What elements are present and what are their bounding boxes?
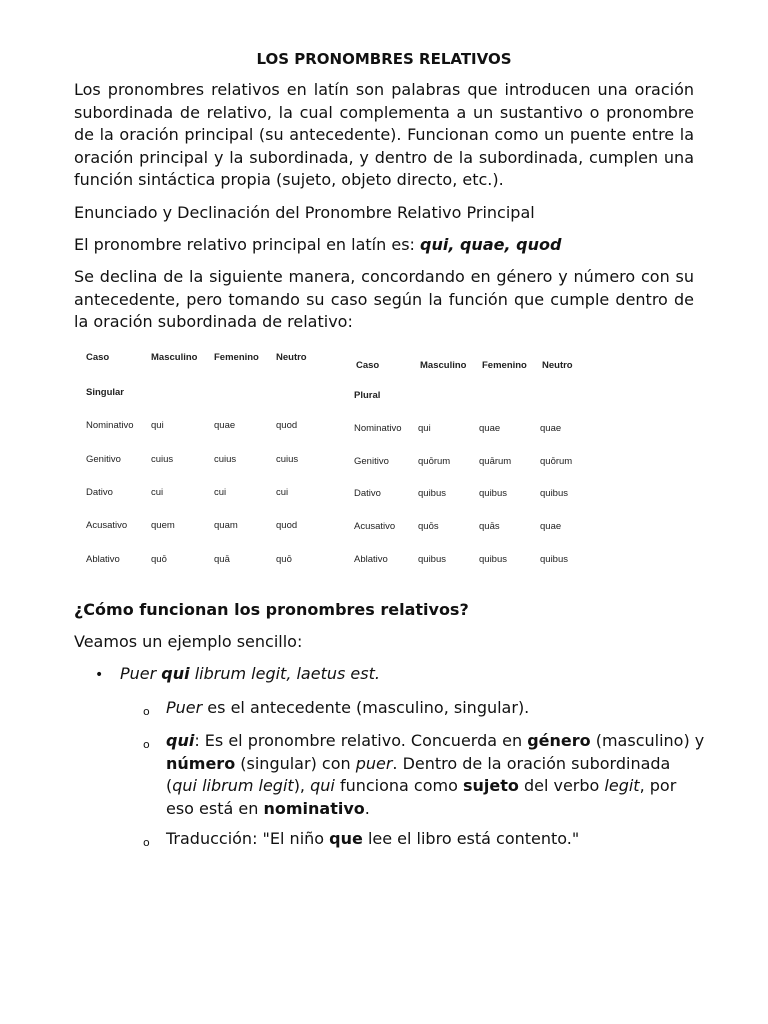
table-cell: quam — [214, 520, 238, 531]
table-cell: quōrum — [418, 456, 451, 467]
table-cell: quae — [479, 423, 501, 434]
table-cell: cuius — [151, 454, 174, 465]
table-cell: quō — [276, 554, 292, 565]
example-pre: Puer — [120, 664, 162, 683]
table-cell: cuius — [276, 454, 299, 465]
table-cell: quibus — [418, 554, 446, 565]
bullet-marker: • — [95, 667, 104, 683]
s2-text: (masculino) y — [590, 731, 705, 750]
table-cell: quae — [540, 423, 562, 434]
s2-genero: género — [527, 731, 591, 750]
s2-text: ), — [293, 776, 311, 795]
s2-text: del verbo — [518, 776, 605, 795]
s2-legit: legit — [604, 776, 640, 795]
s2-text: , por eso está en — [166, 776, 677, 818]
table-cell: cui — [151, 487, 164, 498]
table-header-femenino: Femenino — [482, 360, 527, 371]
table-cell: quod — [276, 420, 298, 431]
table-cell: quās — [479, 521, 500, 532]
table-cell: quae — [540, 521, 562, 532]
table-cell: Ablativo — [354, 554, 388, 565]
principal-prefix: El pronombre relativo principal en latín es: — [74, 235, 420, 254]
s2-text: funciona como — [334, 776, 463, 795]
s2-text: (singular) con — [235, 753, 356, 773]
s2-clause: qui librum legit — [172, 776, 294, 795]
table-cell: quod — [276, 520, 298, 531]
table-cell: quō — [151, 554, 167, 565]
table-group-label: Singular — [86, 387, 125, 398]
table-cell: Acusativo — [86, 520, 128, 531]
declension-paragraph: Se declina de la siguiente manera, concordando en género y número con su antecedente, pero tomando su caso según la función que cumple dentro de la oración subordinada de relativo: — [74, 267, 694, 331]
s2-qui: qui — [166, 731, 195, 750]
table-cell: cui — [276, 487, 289, 498]
table-cell: Genitivo — [86, 454, 121, 465]
table-cell: quem — [151, 520, 175, 531]
sub-item-traduccion — [166, 828, 706, 851]
principal-forms: qui, quae, quod — [420, 235, 562, 254]
s2-text: . — [364, 798, 370, 818]
sub-bullet-marker: o — [143, 738, 150, 751]
table-group-label: Plural — [354, 390, 381, 401]
s2-nominativo: nominativo — [263, 798, 365, 818]
table-cell: quārum — [479, 456, 512, 467]
s3-post: lee el libro está contento." — [362, 829, 580, 848]
table-cell: qui — [418, 423, 431, 434]
table-cell: Nominativo — [354, 423, 402, 434]
question-heading: ¿Cómo funcionan los pronombres relativos? — [74, 600, 469, 619]
table-cell: Genitivo — [354, 456, 389, 467]
table-cell: quibus — [540, 488, 568, 499]
table-header-masculino: Masculino — [420, 360, 467, 371]
table-cell: quibus — [479, 488, 507, 499]
intro-paragraph: Los pronombres relativos en latín son palabras que introducen una oración subordinada de relativo, la cual complementa a un sustantivo o pronombre de la oración principal (su antecedente). Funcionan como un puente entre la oración principal y la subordinada, y dentro de la subordinada, cumplen una función sintáctica propia (sujeto, objeto directo, etc.). — [74, 80, 694, 189]
table-cell: quā — [214, 554, 230, 565]
table-cell: Nominativo — [86, 420, 134, 431]
s2-numero: número — [166, 753, 236, 773]
table-header-caso: Caso — [86, 352, 110, 363]
example-post: librum legit, laetus est. — [189, 664, 380, 683]
s2-qui: qui — [310, 776, 335, 795]
sub1-italic: Puer — [166, 698, 203, 717]
s2-sujeto: sujeto — [462, 776, 519, 795]
sub1-text: es el antecedente (masculino, singular). — [202, 698, 530, 717]
s2-text: . Dentro de la oración subordinada ( — [166, 753, 671, 795]
table-header-neutro: Neutro — [276, 352, 307, 363]
table-header-masculino: Masculino — [151, 352, 198, 363]
example-intro: Veamos un ejemplo sencillo: — [74, 632, 303, 651]
table-cell: quibus — [540, 554, 568, 565]
table-cell: cui — [214, 487, 227, 498]
table-header-caso: Caso — [356, 360, 380, 371]
table-cell: quibus — [479, 554, 507, 565]
s3-que: que — [329, 829, 363, 848]
table-cell: Dativo — [354, 488, 381, 499]
s3-pre: Traducción: "El niño — [166, 829, 330, 848]
table-cell: cuius — [214, 454, 237, 465]
table-cell: Acusativo — [354, 521, 396, 532]
table-cell: quibus — [418, 488, 446, 499]
section-heading-enunciado: Enunciado y Declinación del Pronombre Relativo Principal — [74, 203, 535, 222]
table-cell: qui — [151, 420, 164, 431]
table-header-femenino: Femenino — [214, 352, 259, 363]
sub-bullet-marker: o — [143, 705, 150, 718]
principal-paragraph — [74, 234, 694, 257]
table-cell: Dativo — [86, 487, 113, 498]
table-cell: Ablativo — [86, 554, 120, 565]
table-cell: quōrum — [540, 456, 573, 467]
s2-puer: puer — [355, 753, 393, 773]
table-cell: quae — [214, 420, 236, 431]
example-relative: qui — [161, 664, 190, 683]
sub-bullet-marker: o — [143, 836, 150, 849]
example-sentence — [120, 664, 380, 683]
table-header-neutro: Neutro — [542, 360, 573, 371]
sub-item-antecedente — [166, 697, 706, 720]
s2-text: : Es el pronombre relativo. Concuerda en — [194, 731, 528, 750]
sub-item-explicacion — [166, 730, 706, 820]
page-title: LOS PRONOMBRES RELATIVOS — [256, 50, 512, 68]
table-cell: quōs — [418, 521, 439, 532]
